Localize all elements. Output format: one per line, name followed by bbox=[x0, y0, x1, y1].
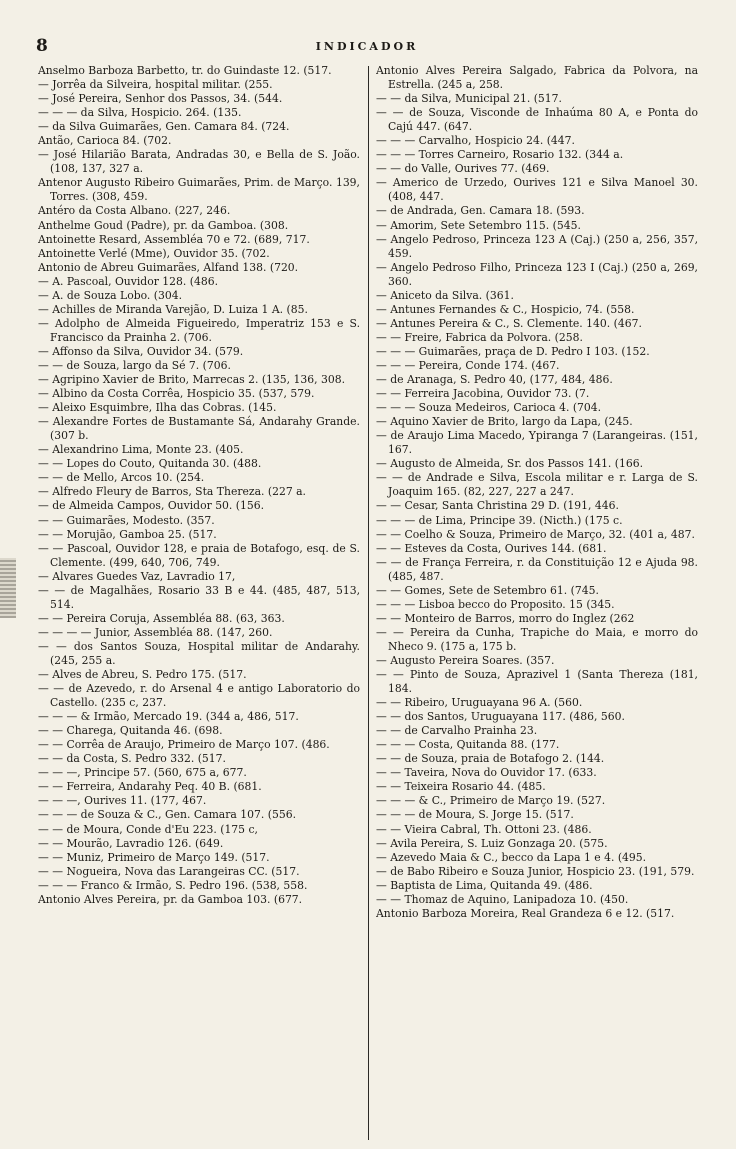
directory-entry: — — de Souza, Visconde de Inhaúma 80 A, e Ponta do Cajú 447. (647. bbox=[376, 106, 698, 134]
directory-entry: — — de Souza, praia de Botafogo 2. (144. bbox=[376, 752, 605, 766]
directory-entry: — — Pascoal, Ouvidor 128, e praia de Botafogo, esq. de S. Clemente. (499, 640, 706, 749. bbox=[38, 541, 360, 569]
running-title: INDICADOR bbox=[315, 40, 419, 53]
directory-entry: — Avila Pereira, S. Luiz Gonzaga 20. (575. bbox=[376, 836, 608, 850]
directory-entry: — de Aranaga, S. Pedro 40, (177, 484, 486. bbox=[376, 373, 613, 387]
directory-entry: — de Babo Ribeiro e Souza Junior, Hospicio 23. (191, 579. bbox=[376, 864, 695, 878]
directory-entry: — — Pereira da Cunha, Trapiche do Maia, e morro do Nheco 9. (175 a, 175 b. bbox=[376, 625, 698, 653]
directory-entry: — — Ferreira, Andarahy Peq. 40 B. (681. bbox=[38, 780, 262, 794]
directory-entry: — — — Souza Medeiros, Carioca 4. (704. bbox=[376, 401, 602, 415]
directory-entry: Antoinette Resard, Assembléa 70 e 72. (689, 717. bbox=[38, 232, 310, 246]
directory-entry: — de Andrada, Gen. Camara 18. (593. bbox=[376, 204, 585, 218]
directory-entry: — Alvares Guedes Vaz, Lavradio 17, bbox=[38, 569, 236, 583]
directory-entry: — Angelo Pedroso Filho, Princeza 123 I (Caj.) (250 a, 269, 360. bbox=[376, 260, 698, 288]
directory-entry: — Amorim, Sete Setembro 115. (545. bbox=[376, 218, 581, 232]
directory-entry: — — — Lisboa becco do Proposito. 15 (345. bbox=[376, 597, 615, 611]
directory-entry: — — Ferreira Jacobina, Ouvidor 73. (7. bbox=[376, 387, 590, 401]
directory-entry: — — — & Irmão, Mercado 19. (344 a, 486, 517. bbox=[38, 710, 299, 724]
directory-entry: — José Pereira, Senhor dos Passos, 34. (544. bbox=[38, 92, 283, 106]
directory-entry: — Achilles de Miranda Varejão, D. Luiza 1 A. (85. bbox=[38, 302, 308, 316]
directory-entry: — — Gomes, Sete de Setembro 61. (745. bbox=[376, 583, 599, 597]
directory-entry: — — —, Principe 57. (560, 675 a, 677. bbox=[38, 766, 247, 780]
directory-entry: — — de Mello, Arcos 10. (254. bbox=[38, 471, 205, 485]
directory-entry: — — —, Ourives 11. (177, 467. bbox=[38, 794, 207, 808]
directory-entry: — — Cesar, Santa Christina 29 D. (191, 446. bbox=[376, 499, 619, 513]
directory-entry: — Aquino Xavier de Brito, largo da Lapa, (245. bbox=[376, 415, 633, 429]
directory-entry: Antonio de Abreu Guimarães, Alfand 138. (720. bbox=[38, 260, 299, 274]
directory-entry: — — Guimarães, Modesto. (357. bbox=[38, 513, 215, 527]
directory-entry: — — Mourão, Lavradio 126. (649. bbox=[38, 836, 224, 850]
directory-entry: — — Pereira Coruja, Assembléa 88. (63, 363. bbox=[38, 611, 285, 625]
directory-entry: — — Taveira, Nova do Ouvidor 17. (633. bbox=[376, 766, 597, 780]
directory-entry: — Affonso da Silva, Ouvidor 34. (579. bbox=[38, 344, 244, 358]
directory-entry: — — Teixeira Rosario 44. (485. bbox=[376, 780, 546, 794]
directory-entry: — — de França Ferreira, r. da Constituição 12 e Ajuda 98. (485, 487. bbox=[376, 555, 698, 583]
directory-entry: — — — Costa, Quitanda 88. (177. bbox=[376, 738, 560, 752]
directory-entry: — da Silva Guimarães, Gen. Camara 84. (724. bbox=[38, 120, 290, 134]
directory-entry: — — Freire, Fabrica da Polvora. (258. bbox=[376, 330, 583, 344]
directory-entry: — — Thomaz de Aquino, Lanipadoza 10. (450. bbox=[376, 892, 629, 906]
directory-entry: — de Araujo Lima Macedo, Ypiranga 7 (Larangeiras. (151, 167. bbox=[376, 429, 698, 457]
page-number: 8 bbox=[36, 36, 48, 56]
right-column bbox=[376, 64, 698, 1140]
directory-entry: — — — & C., Primeiro de Março 19. (527. bbox=[376, 794, 606, 808]
directory-entry: — Adolpho de Almeida Figueiredo, Imperatriz 153 e S. Francisco da Prainha 2. (706. bbox=[38, 316, 360, 344]
directory-entry: — Alves de Abreu, S. Pedro 175. (517. bbox=[38, 668, 247, 682]
directory-entry: — — — de Souza & C., Gen. Camara 107. (556. bbox=[38, 808, 297, 822]
directory-entry: — — de Andrade e Silva, Escola militar e r. Larga de S. Joaquim 165. (82, 227, 227 a 247. bbox=[376, 471, 698, 499]
directory-entry: — — Vieira Cabral, Th. Ottoni 23. (486. bbox=[376, 822, 592, 836]
directory-entry: Antonio Alves Pereira Salgado, Fabrica da Polvora, na Estrella. (245 a, 258. bbox=[376, 64, 698, 92]
directory-entry: Antenor Augusto Ribeiro Guimarães, Prim. de Março. 139, Torres. (308, 459. bbox=[38, 176, 360, 204]
directory-entry: — — — — Junior, Assembléa 88. (147, 260. bbox=[38, 625, 273, 639]
directory-entry: — — do Valle, Ourives 77. (469. bbox=[376, 162, 550, 176]
directory-entry: — Antunes Fernandes & C., Hospicio, 74. (558. bbox=[376, 302, 635, 316]
directory-entry: — — — Torres Carneiro, Rosario 132. (344 a. bbox=[376, 148, 624, 162]
directory-entry: — — — Guimarães, praça de D. Pedro I 103. (152. bbox=[376, 344, 650, 358]
directory-entry: — — Coelho & Souza, Primeiro de Março, 32. (401 a, 487. bbox=[376, 527, 695, 541]
directory-entry: — — de Azevedo, r. do Arsenal 4 e antigo Laboratorio do Castello. (235 c, 237. bbox=[38, 682, 360, 710]
directory-entry: — — dos Santos Souza, Hospital militar de Andarahy. (245, 255 a. bbox=[38, 639, 360, 667]
directory-entry: — — de Carvalho Prainha 23. bbox=[376, 724, 538, 738]
directory-entry: — — Esteves da Costa, Ourives 144. (681. bbox=[376, 541, 607, 555]
directory-entry: — Augusto de Almeida, Sr. dos Passos 141. (166. bbox=[376, 457, 644, 471]
directory-entry: — Americo de Urzedo, Ourives 121 e Silva Manoel 30. (408, 447. bbox=[376, 176, 698, 204]
directory-entry: — Aleixo Esquimbre, Ilha das Cobras. (145. bbox=[38, 401, 277, 415]
directory-entry: Anthelme Goud (Padre), pr. da Gamboa. (308. bbox=[38, 218, 289, 232]
directory-entry: — Albino da Costa Corrêa, Hospicio 35. (537, 579. bbox=[38, 387, 315, 401]
directory-entry: — — Monteiro de Barros, morro do Inglez (262 bbox=[376, 611, 635, 625]
page-header bbox=[36, 36, 698, 56]
column-divider bbox=[368, 66, 369, 1140]
directory-entry: Antéro da Costa Albano. (227, 246. bbox=[38, 204, 231, 218]
directory-entry: — — — da Silva, Hospicio. 264. (135. bbox=[38, 106, 242, 120]
directory-entry: Antonio Barboza Moreira, Real Grandeza 6 e 12. (517. bbox=[376, 906, 675, 920]
directory-entry: — A. Pascoal, Ouvidor 128. (486. bbox=[38, 274, 219, 288]
directory-entry: — — — de Lima, Principe 39. (Nicth.) (175 c. bbox=[376, 513, 623, 527]
directory-entry: — — de Souza, largo da Sé 7. (706. bbox=[38, 358, 231, 372]
directory-entry: — — de Magalhães, Rosario 33 B e 44. (485, 487, 513, 514. bbox=[38, 583, 360, 611]
directory-entry: — Alfredo Fleury de Barros, Sta Thereza. (227 a. bbox=[38, 485, 306, 499]
directory-entry: — Azevedo Maia & C., becco da Lapa 1 e 4. (495. bbox=[376, 850, 647, 864]
directory-entry: — Angelo Pedroso, Princeza 123 A (Caj.) (250 a, 256, 357, 459. bbox=[376, 232, 698, 260]
directory-entry: — Baptista de Lima, Quitanda 49. (486. bbox=[376, 878, 593, 892]
page-edge-stain bbox=[0, 558, 16, 618]
directory-entry: — — Ribeiro, Uruguayana 96 A. (560. bbox=[376, 696, 583, 710]
directory-entry: — — — de Moura, S. Jorge 15. (517. bbox=[376, 808, 574, 822]
directory-entry: Antonio Alves Pereira, pr. da Gamboa 103. (677. bbox=[38, 892, 303, 906]
directory-entry: — de Almeida Campos, Ouvidor 50. (156. bbox=[38, 499, 265, 513]
directory-entry: — — Charega, Quitanda 46. (698. bbox=[38, 724, 223, 738]
directory-entry: — — da Silva, Municipal 21. (517. bbox=[376, 92, 562, 106]
directory-entry: — — Morujão, Gamboa 25. (517. bbox=[38, 527, 217, 541]
directory-entry: — — Nogueira, Nova das Larangeiras CC. (517. bbox=[38, 864, 300, 878]
directory-entry: — — dos Santos, Uruguayana 117. (486, 560. bbox=[376, 710, 625, 724]
directory-entry: — — — Carvalho, Hospicio 24. (447. bbox=[376, 134, 575, 148]
directory-entry: — Augusto Pereira Soares. (357. bbox=[376, 653, 555, 667]
directory-entry: — — Muniz, Primeiro de Março 149. (517. bbox=[38, 850, 270, 864]
directory-entry: — — Lopes do Couto, Quitanda 30. (488. bbox=[38, 457, 262, 471]
directory-entry: — — Pinto de Souza, Aprazivel 1 (Santa Thereza (181, 184. bbox=[376, 668, 698, 696]
left-column bbox=[38, 64, 360, 1140]
directory-entry: — — — Franco & Irmão, S. Pedro 196. (538, 558. bbox=[38, 878, 308, 892]
directory-entry: — — de Moura, Conde d'Eu 223. (175 c, bbox=[38, 822, 258, 836]
directory-entry: Antão, Carioca 84. (702. bbox=[38, 134, 172, 148]
directory-entry: — A. de Souza Lobo. (304. bbox=[38, 288, 183, 302]
directory-entry: — Aniceto da Silva. (361. bbox=[376, 288, 514, 302]
directory-entry: Antoinette Verlé (Mme), Ouvidor 35. (702. bbox=[38, 246, 270, 260]
directory-entry: — — da Costa, S. Pedro 332. (517. bbox=[38, 752, 226, 766]
directory-entry: — Jorrêa da Silveira, hospital militar. (255. bbox=[38, 78, 273, 92]
directory-entry: — Agripino Xavier de Brito, Marrecas 2. (135, 136, 308. bbox=[38, 373, 346, 387]
directory-entry: — — Corrêa de Araujo, Primeiro de Março 107. (486. bbox=[38, 738, 330, 752]
directory-entry: — — — Pereira, Conde 174. (467. bbox=[376, 358, 560, 372]
directory-entry: — Antunes Pereira & C., S. Clemente. 140. (467. bbox=[376, 316, 642, 330]
directory-entry: — Alexandrino Lima, Monte 23. (405. bbox=[38, 443, 244, 457]
directory-entry: — Alexandre Fortes de Bustamante Sá, Andarahy Grande. (307 b. bbox=[38, 415, 360, 443]
directory-entry: Anselmo Barboza Barbetto, tr. do Guindaste 12. (517. bbox=[38, 64, 332, 77]
directory-entry: — José Hilarião Barata, Andradas 30, e Bella de S. João. (108, 137, 327 a. bbox=[38, 148, 360, 176]
